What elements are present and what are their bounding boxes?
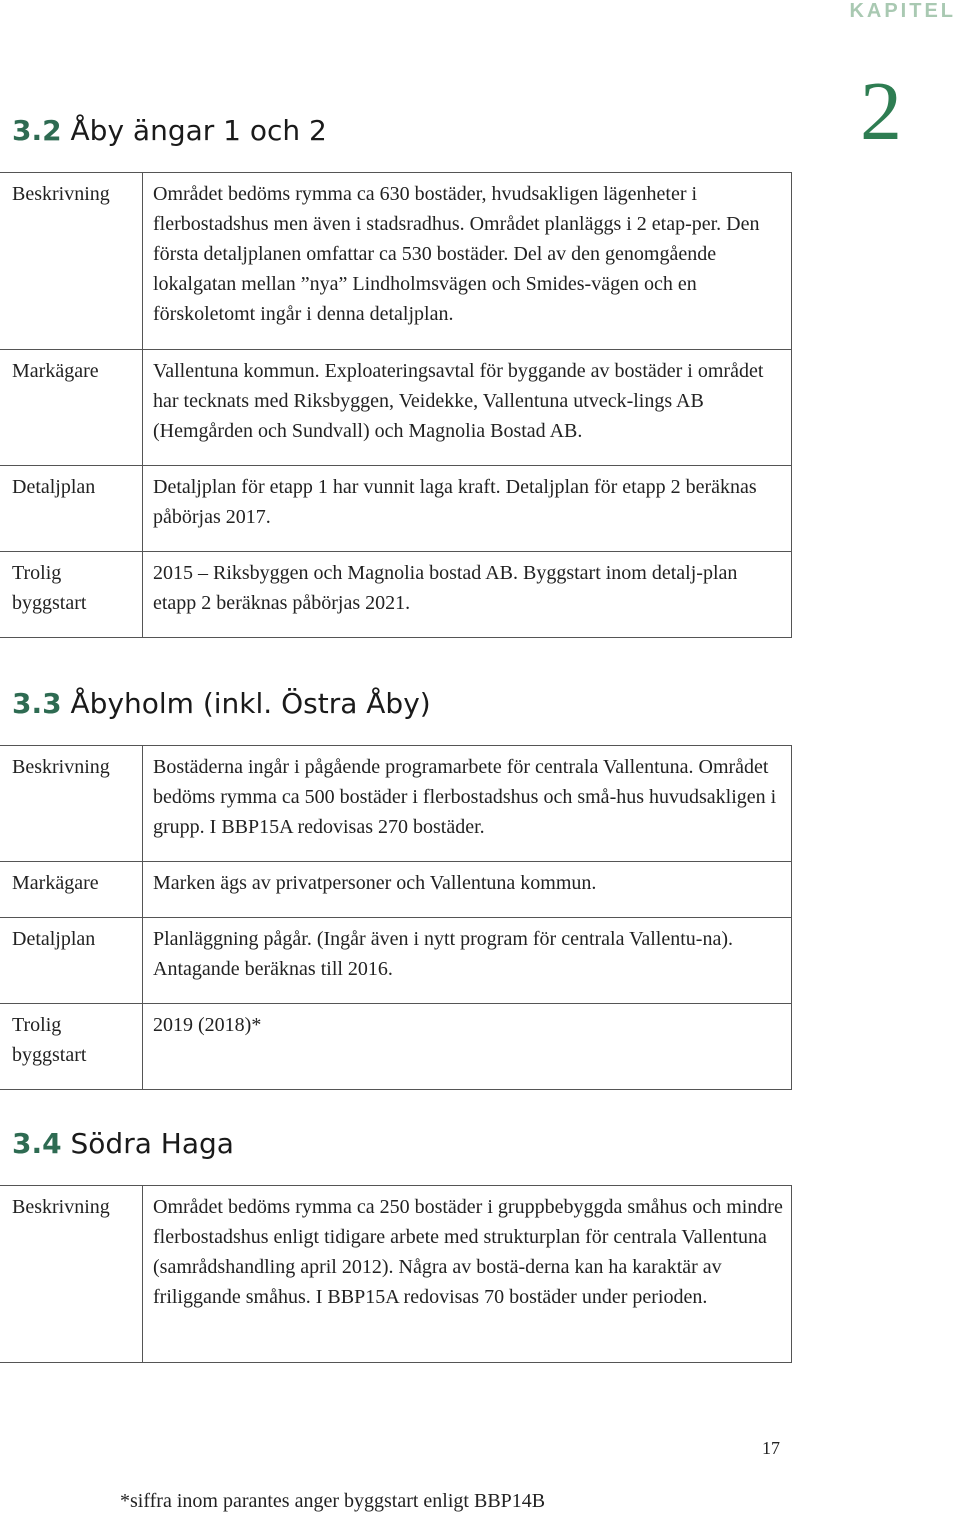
row-label: Trolig byggstart bbox=[0, 1004, 143, 1090]
table-row bbox=[0, 552, 792, 638]
row-value: Marken ägs av privatpersoner och Vallentuna kommun. bbox=[143, 862, 792, 918]
chapter-number: 2 bbox=[860, 65, 902, 158]
info-table-3-4 bbox=[0, 1185, 792, 1363]
row-value: Vallentuna kommun. Exploateringsavtal för byggande av bostäder i området har tecknats med Riksbyggen, Veidekke, Vallentuna utveck-lings AB (Hemgården och Sundvall) och Magnolia Bostad AB. bbox=[143, 350, 792, 466]
footnote: *siffra inom parantes anger byggstart enligt BBP14B bbox=[120, 1490, 546, 1512]
chapter-label: KAPITEL bbox=[849, 0, 956, 22]
section-heading-3-4 bbox=[12, 1127, 234, 1160]
row-label: Trolig byggstart bbox=[0, 552, 143, 638]
row-label: Markägare bbox=[0, 862, 143, 918]
section-title: Södra Haga bbox=[70, 1127, 234, 1160]
table-row bbox=[0, 918, 792, 1004]
section-number: 3.4 bbox=[12, 1127, 62, 1160]
row-value: Området bedöms rymma ca 630 bostäder, hvudsakligen lägenheter i flerbostadshus men även i stadsradhus. Området planläggs i 2 etap-per. Den första detaljplanen omfattar ca 530 bostäder. Del av den genomgående lokalgatan mellan ”nya” Lindholmsvägen och Smides-vägen och en förskoletomt ingår i denna detaljplan. bbox=[143, 173, 792, 350]
section-title: Åby ängar 1 och 2 bbox=[70, 114, 327, 147]
row-value: 2019 (2018)* bbox=[143, 1004, 792, 1090]
section-title: Åbyholm (inkl. Östra Åby) bbox=[70, 687, 431, 720]
section-heading-3-2 bbox=[12, 114, 327, 147]
section-number: 3.2 bbox=[12, 114, 62, 147]
row-label: Detaljplan bbox=[0, 466, 143, 552]
row-value: Bostäderna ingår i pågående programarbete för centrala Vallentuna. Området bedöms rymma ca 500 bostäder i flerbostadshus och små-hus huvudsakligen i grupp. I BBP15A redovisas 270 bostäder. bbox=[143, 746, 792, 862]
row-label: Markägare bbox=[0, 350, 143, 466]
row-label: Detaljplan bbox=[0, 918, 143, 1004]
table-row bbox=[0, 746, 792, 862]
table-row bbox=[0, 862, 792, 918]
info-table-3-2 bbox=[0, 172, 792, 638]
table-row bbox=[0, 173, 792, 350]
section-heading-3-3 bbox=[12, 687, 431, 720]
table-row bbox=[0, 1004, 792, 1090]
row-label: Beskrivning bbox=[0, 173, 143, 350]
info-table-3-3 bbox=[0, 745, 792, 1090]
table-row bbox=[0, 350, 792, 466]
row-value: Detaljplan för etapp 1 har vunnit laga kraft. Detaljplan för etapp 2 beräknas påbörjas 2017. bbox=[143, 466, 792, 552]
row-label: Beskrivning bbox=[0, 746, 143, 862]
table-row bbox=[0, 1186, 792, 1363]
row-value: Planläggning pågår. (Ingår även i nytt program för centrala Vallentu-na). Antagande beräknas till 2016. bbox=[143, 918, 792, 1004]
table-row bbox=[0, 466, 792, 552]
row-value: 2015 – Riksbyggen och Magnolia bostad AB. Byggstart inom detalj-plan etapp 2 beräknas påbörjas 2021. bbox=[143, 552, 792, 638]
row-label: Beskrivning bbox=[0, 1186, 143, 1363]
row-value: Området bedöms rymma ca 250 bostäder i gruppbebyggda småhus och mindre flerbostadshus enligt tidigare arbete med strukturplan för centrala Vallentuna (samrådshandling april 2012). Några av bostä-derna kan ha karaktär av friliggande småhus. I BBP15A redovisas 70 bostäder under perioden. bbox=[143, 1186, 792, 1363]
page-number: 17 bbox=[762, 1438, 780, 1458]
section-number: 3.3 bbox=[12, 687, 62, 720]
